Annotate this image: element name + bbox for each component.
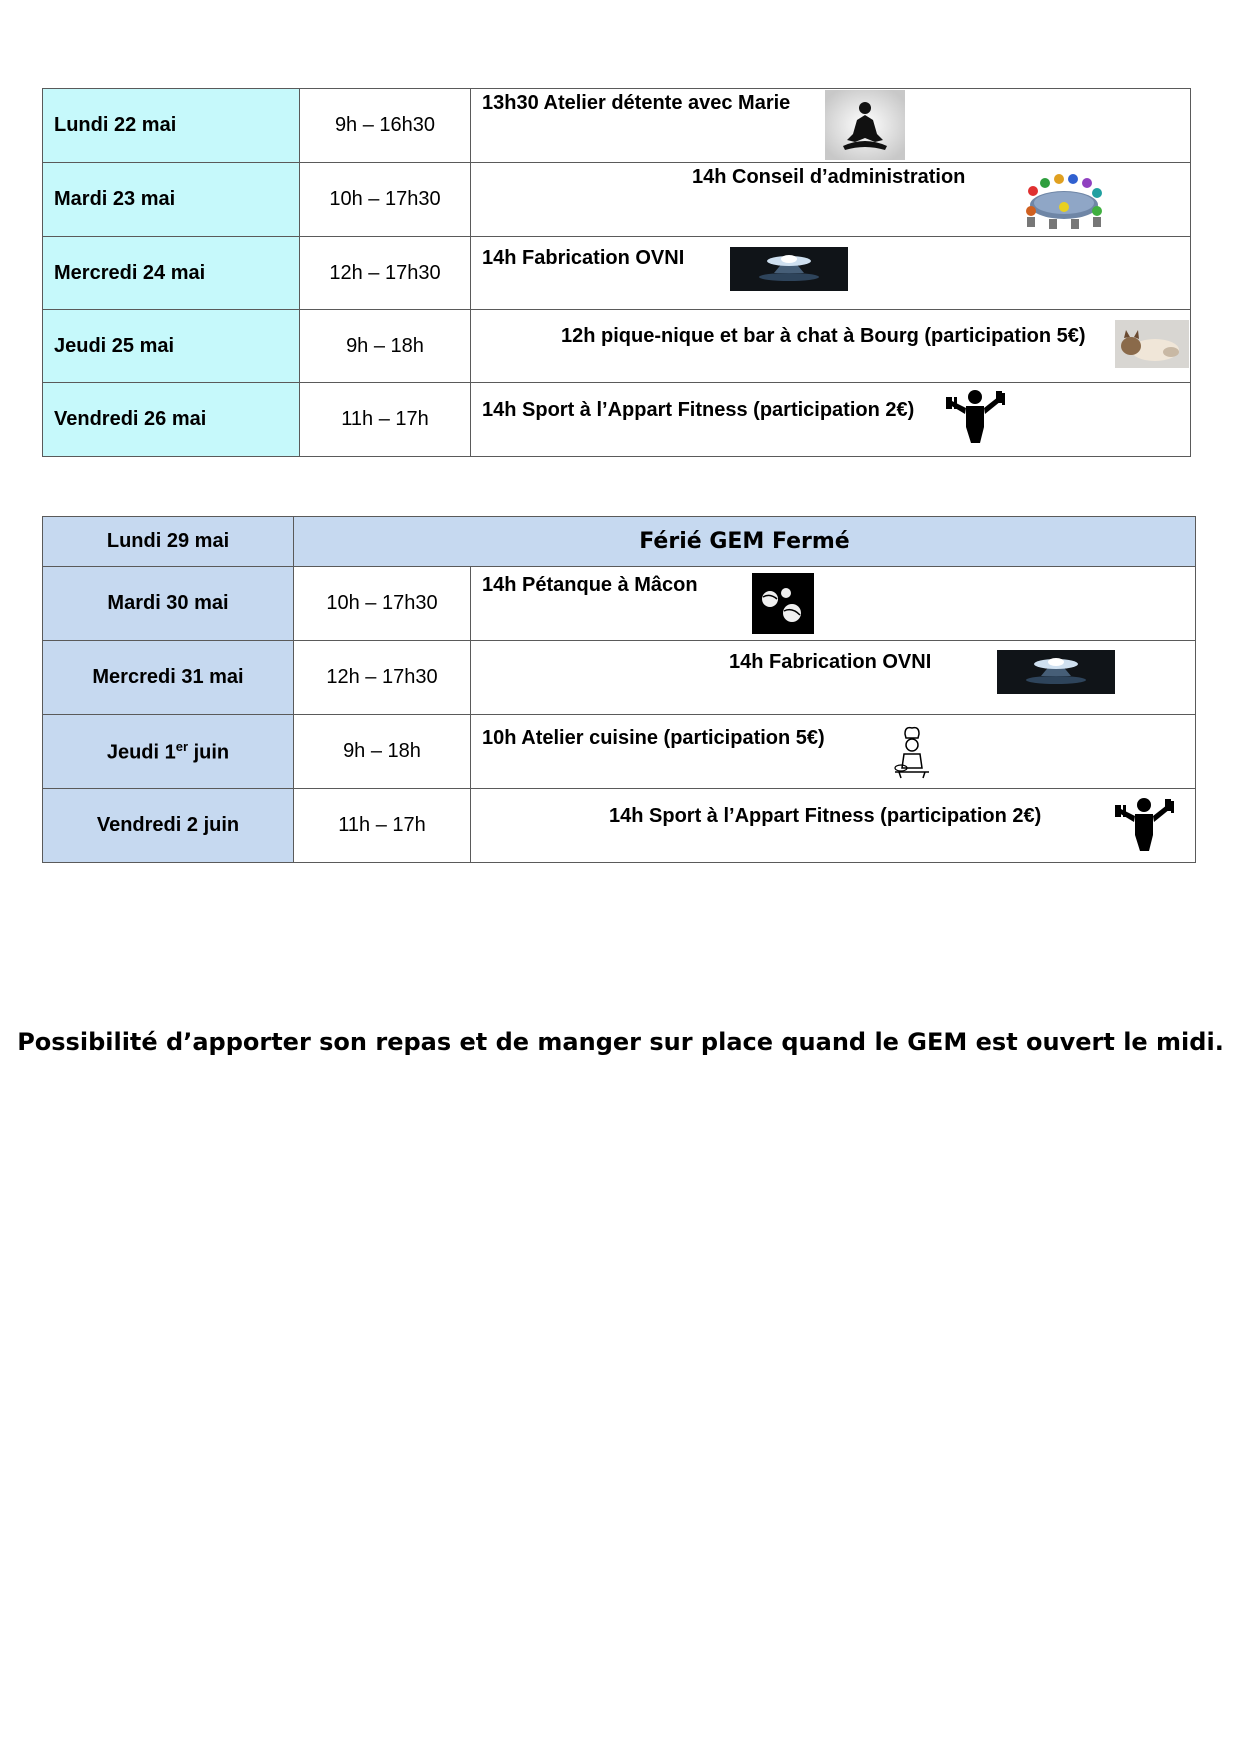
activity-text: 13h30 Atelier détente avec Marie: [482, 92, 791, 114]
hours-cell: 11h – 17h: [294, 789, 471, 863]
meditation-icon: [825, 90, 905, 160]
hours-cell: 9h – 18h: [300, 310, 471, 383]
table-row: [43, 383, 1191, 457]
activity-cell: [471, 89, 1191, 163]
day-cell: [43, 715, 294, 789]
activity-text: 14h Sport à l’Appart Fitness (participation 2€): [482, 399, 915, 421]
day-cell: Mardi 23 mai: [43, 163, 300, 237]
table-row: [43, 310, 1191, 383]
activity-text: 10h Atelier cuisine (participation 5€): [482, 727, 825, 749]
day-cell: Jeudi 25 mai: [43, 310, 300, 383]
day-cell: Mercredi 31 mai: [43, 641, 294, 715]
dumbbell-person-icon: [1113, 795, 1177, 851]
table-row: [43, 89, 1191, 163]
activity-text: 14h Conseil d’administration: [692, 166, 966, 188]
table-row: [43, 567, 1196, 641]
hours-cell: 9h – 16h30: [300, 89, 471, 163]
day-prefix: Jeudi 1: [106, 741, 176, 764]
lunch-note: Possibilité d’apporter son repas et de manger sur place quand le GEM est ouvert le midi.: [17, 1028, 1224, 1056]
activity-cell: [471, 237, 1191, 310]
ufo-icon: [730, 247, 848, 291]
table-row: [43, 789, 1196, 863]
activity-cell: [471, 383, 1191, 457]
schedule-table-week2: [42, 516, 1196, 863]
dumbbell-person-icon: [944, 387, 1008, 443]
meeting-table-icon: [1019, 169, 1109, 233]
activity-cell: [471, 163, 1191, 237]
activity-cell: [471, 567, 1196, 641]
table-row: [43, 517, 1196, 567]
activity-text: 14h Sport à l’Appart Fitness (participation 2€): [609, 805, 1042, 827]
hours-cell: 9h – 18h: [294, 715, 471, 789]
hours-cell: 12h – 17h30: [294, 641, 471, 715]
ufo-icon: [997, 650, 1115, 694]
hours-cell: 11h – 17h: [300, 383, 471, 457]
activity-cell: [471, 715, 1196, 789]
cat-icon: [1115, 320, 1189, 368]
day-superscript: er: [175, 738, 189, 754]
day-cell: Lundi 29 mai: [43, 517, 294, 567]
table-row: [43, 641, 1196, 715]
day-cell: Mardi 30 mai: [43, 567, 294, 641]
petanque-balls-icon: [752, 573, 814, 634]
activity-cell: [471, 789, 1196, 863]
hours-cell: 12h – 17h30: [300, 237, 471, 310]
day-suffix: juin: [188, 741, 230, 764]
table-row: [43, 237, 1191, 310]
activity-text: 14h Fabrication OVNI: [482, 247, 685, 269]
schedule-table-week1: [42, 88, 1191, 457]
hours-cell: 10h – 17h30: [294, 567, 471, 641]
day-cell: Lundi 22 mai: [43, 89, 300, 163]
activity-cell: [471, 310, 1191, 383]
activity-text: 12h pique-nique et bar à chat à Bourg (participation 5€): [561, 325, 1086, 347]
hours-cell: 10h – 17h30: [300, 163, 471, 237]
table-row: [43, 715, 1196, 789]
activity-text: 14h Pétanque à Mâcon: [482, 574, 698, 596]
activity-text: 14h Fabrication OVNI: [729, 651, 932, 673]
day-cell: Vendredi 2 juin: [43, 789, 294, 863]
table-row: [43, 163, 1191, 237]
activity-cell: [471, 641, 1196, 715]
day-cell: Mercredi 24 mai: [43, 237, 300, 310]
day-cell: Vendredi 26 mai: [43, 383, 300, 457]
chef-icon: [891, 724, 933, 780]
holiday-closed-cell: Férié GEM Fermé: [294, 517, 1196, 567]
